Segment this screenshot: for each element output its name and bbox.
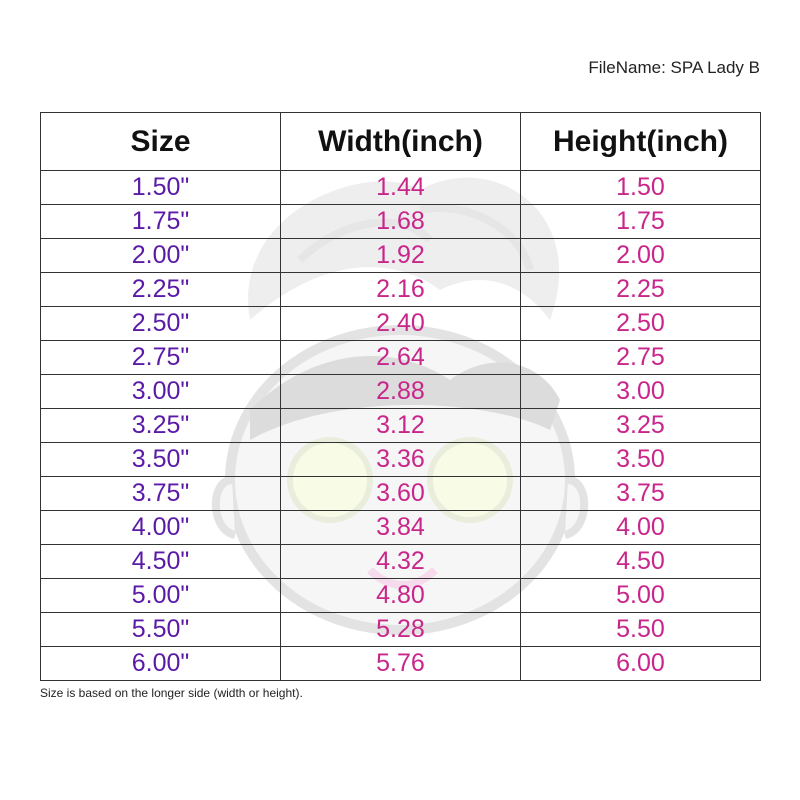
table-row — [41, 613, 761, 647]
table-row — [41, 579, 761, 613]
width-column-header: Width(inch) — [281, 113, 521, 171]
height-cell: 1.75 — [521, 205, 761, 239]
height-cell: 2.00 — [521, 239, 761, 273]
height-cell: 1.50 — [521, 171, 761, 205]
width-cell: 2.16 — [281, 273, 521, 307]
size-cell: 4.50" — [41, 545, 281, 579]
height-cell: 6.00 — [521, 647, 761, 681]
size-cell: 5.00" — [41, 579, 281, 613]
table-row — [41, 171, 761, 205]
filename-label: FileName: SPA Lady B — [588, 58, 760, 77]
width-cell: 3.84 — [281, 511, 521, 545]
table-row — [41, 545, 761, 579]
width-cell: 5.76 — [281, 647, 521, 681]
width-cell: 5.28 — [281, 613, 521, 647]
size-chart-table — [40, 112, 761, 681]
size-cell: 1.50" — [41, 171, 281, 205]
width-cell: 3.12 — [281, 409, 521, 443]
width-cell: 4.80 — [281, 579, 521, 613]
size-cell: 2.50" — [41, 307, 281, 341]
width-cell: 2.64 — [281, 341, 521, 375]
table-header-row — [41, 113, 761, 171]
width-cell: 2.88 — [281, 375, 521, 409]
table-row — [41, 511, 761, 545]
table-row — [41, 375, 761, 409]
size-cell: 4.00" — [41, 511, 281, 545]
table-row — [41, 205, 761, 239]
height-cell: 5.50 — [521, 613, 761, 647]
table-row — [41, 273, 761, 307]
width-cell: 3.36 — [281, 443, 521, 477]
size-column-header: Size — [41, 113, 281, 171]
height-cell: 2.50 — [521, 307, 761, 341]
table-row — [41, 443, 761, 477]
size-cell: 2.25" — [41, 273, 281, 307]
height-cell: 3.25 — [521, 409, 761, 443]
height-cell: 2.75 — [521, 341, 761, 375]
table-row — [41, 477, 761, 511]
size-cell: 5.50" — [41, 613, 281, 647]
table-row — [41, 307, 761, 341]
size-cell: 1.75" — [41, 205, 281, 239]
size-cell: 2.75" — [41, 341, 281, 375]
size-cell: 3.00" — [41, 375, 281, 409]
height-cell: 2.25 — [521, 273, 761, 307]
table-row — [41, 341, 761, 375]
width-cell: 4.32 — [281, 545, 521, 579]
size-cell: 3.75" — [41, 477, 281, 511]
height-cell: 3.00 — [521, 375, 761, 409]
height-cell: 3.75 — [521, 477, 761, 511]
size-cell: 3.25" — [41, 409, 281, 443]
height-cell: 3.50 — [521, 443, 761, 477]
height-cell: 4.50 — [521, 545, 761, 579]
table-row — [41, 239, 761, 273]
width-cell: 1.44 — [281, 171, 521, 205]
height-cell: 4.00 — [521, 511, 761, 545]
table-row — [41, 647, 761, 681]
size-note: Size is based on the longer side (width or height). — [40, 686, 303, 700]
width-cell: 2.40 — [281, 307, 521, 341]
height-cell: 5.00 — [521, 579, 761, 613]
width-cell: 1.92 — [281, 239, 521, 273]
size-cell: 6.00" — [41, 647, 281, 681]
size-cell: 3.50" — [41, 443, 281, 477]
size-cell: 2.00" — [41, 239, 281, 273]
table-row — [41, 409, 761, 443]
height-column-header: Height(inch) — [521, 113, 761, 171]
width-cell: 1.68 — [281, 205, 521, 239]
width-cell: 3.60 — [281, 477, 521, 511]
